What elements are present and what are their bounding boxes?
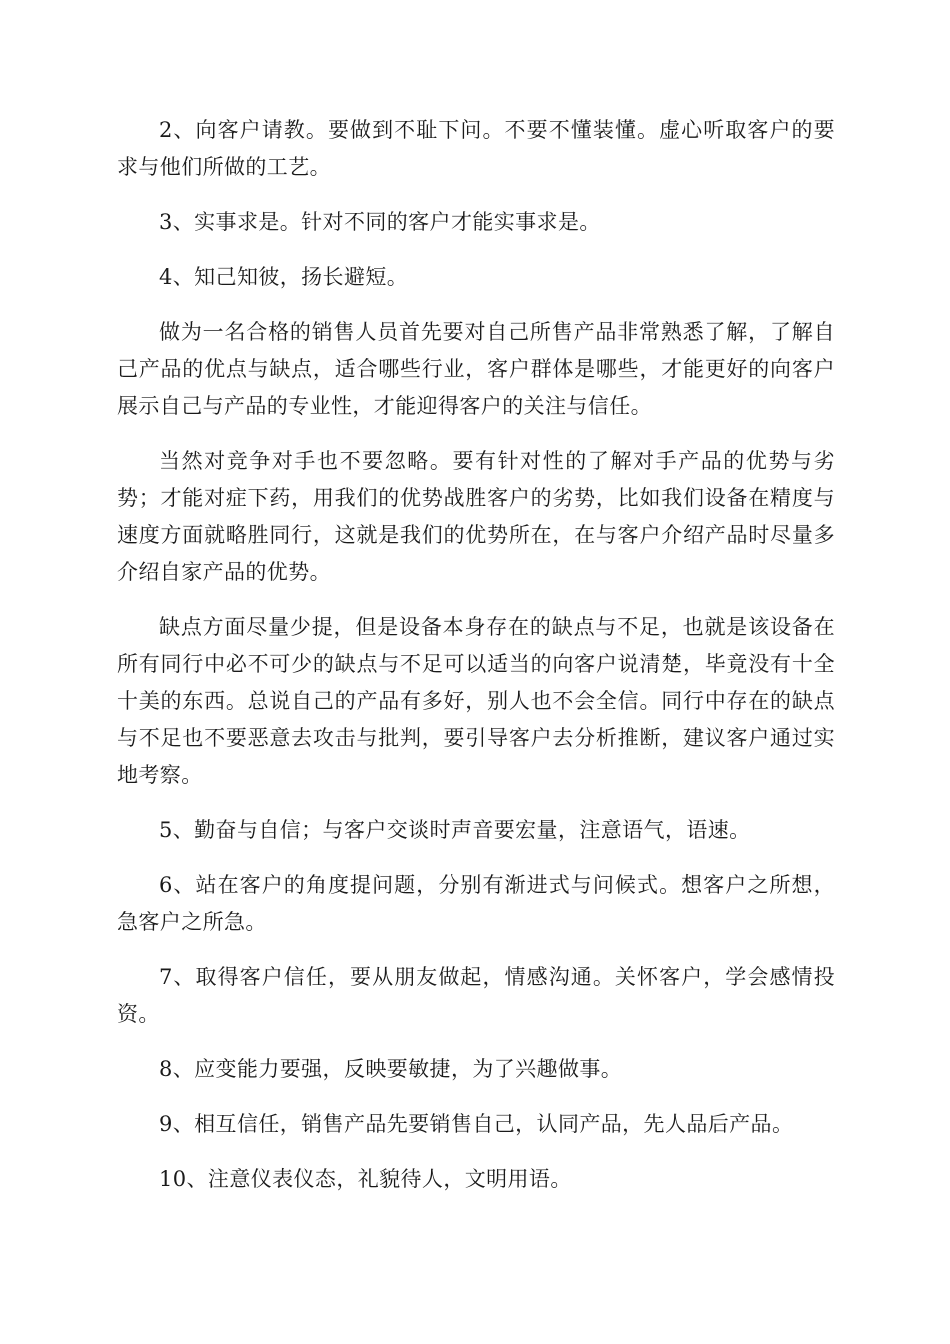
paragraph-competitors: 当然对竞争对手也不要忽略。要有针对性的了解对手产品的优势与劣势；才能对症下药，用我们的优势战胜客户的劣势，比如我们设备在精度与速度方面就略胜同行，这就是我们的优势所在，在与客户介绍产品时尽量多介绍自家产品的优势。 <box>117 449 835 584</box>
paragraph-shortcomings: 缺点方面尽量少提，但是设备本身存在的缺点与不足，也就是该设备在所有同行中必不可少的缺点与不足可以适当的向客户说清楚，毕竟没有十全十美的东西。总说自己的产品有多好，别人也不会全信。同行中存在的缺点与不足也不要恶意去攻击与批判，要引导客户去分析推断，建议客户通过实地考察。 <box>117 615 835 787</box>
document-body <box>117 112 835 1216</box>
paragraph-tip-5: 5、勤奋与自信；与客户交谈时声音要宏量，注意语气，语速。 <box>159 818 751 842</box>
paragraph-tip-7: 7、取得客户信任，要从朋友做起，情感沟通。关怀客户，学会感情投资。 <box>117 965 835 1026</box>
paragraph-tip-6: 6、站在客户的角度提问题，分别有渐进式与问候式。想客户之所想，急客户之所急。 <box>117 873 835 934</box>
paragraph-tip-8: 8、应变能力要强，反映要敏捷，为了兴趣做事。 <box>159 1057 623 1081</box>
paragraph-tip-9: 9、相互信任，销售产品先要销售自己，认同产品，先人品后产品。 <box>159 1112 794 1136</box>
paragraph-know-product: 做为一名合格的销售人员首先要对自己所售产品非常熟悉了解，了解自己产品的优点与缺点，适合哪些行业，客户群体是哪些，才能更好的向客户展示自己与产品的专业性，才能迎得客户的关注与信任。 <box>117 320 835 418</box>
paragraph-tip-3: 3、实事求是。针对不同的客户才能实事求是。 <box>159 210 601 234</box>
paragraph-tip-10: 10、注意仪表仪态，礼貌待人，文明用语。 <box>159 1167 572 1191</box>
paragraph-tip-2: 2、向客户请教。要做到不耻下问。不要不懂装懂。虚心听取客户的要求与他们所做的工艺。 <box>117 118 835 179</box>
paragraph-tip-4: 4、知己知彼，扬长避短。 <box>159 265 409 289</box>
